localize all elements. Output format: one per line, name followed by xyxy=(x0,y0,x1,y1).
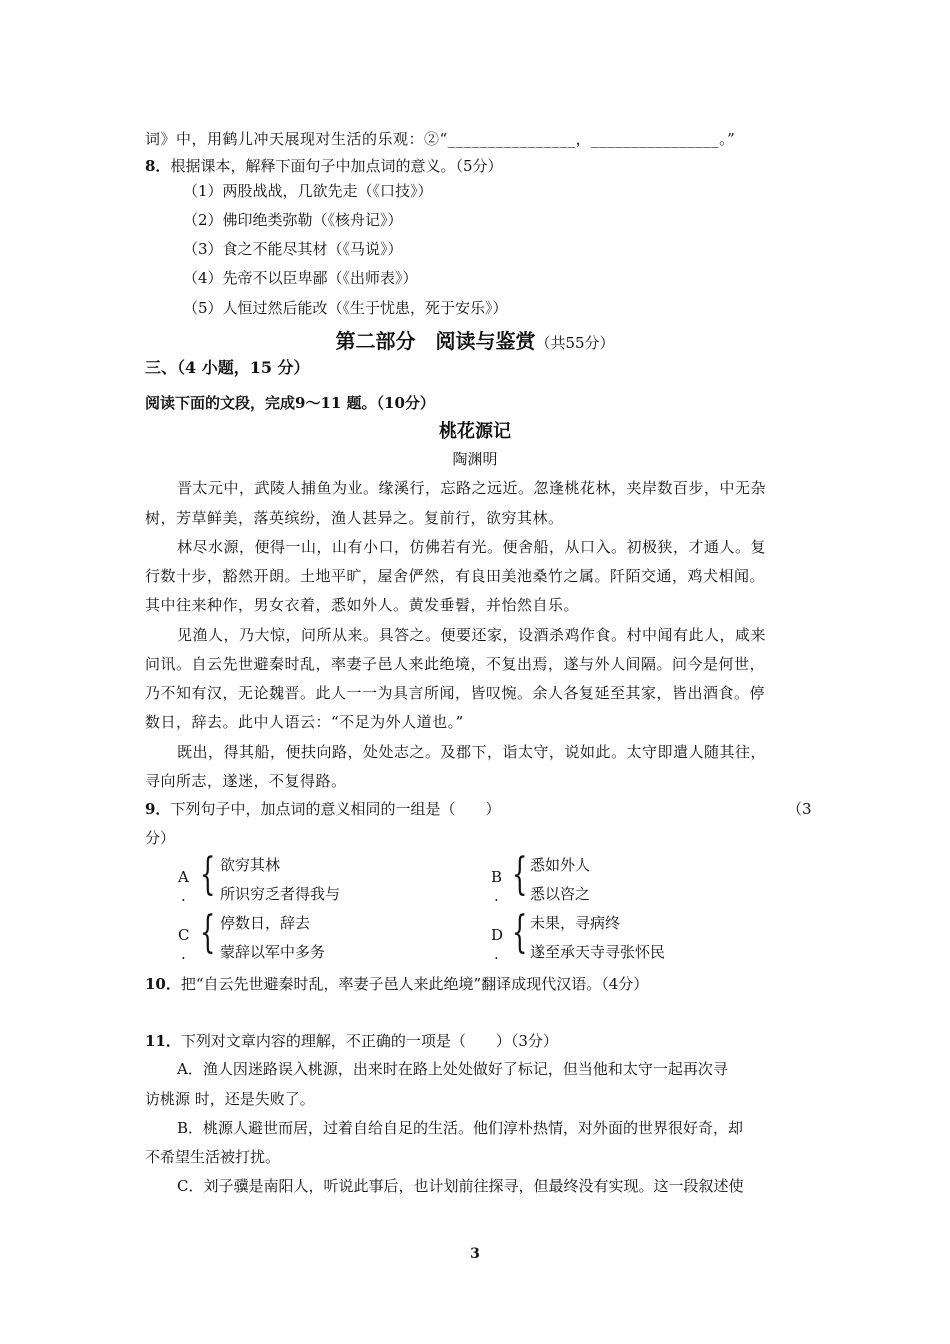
brace-icon: { xyxy=(200,849,216,900)
q11-line-1: A．渔人因迷路误入桃源，出来时在路上处处做好了标记，但当他和太守一起再次寻 xyxy=(177,1060,728,1078)
article-line-6: 见渔人，乃大惊，问所从来。具答之。便要还家，设酒杀鸡作食。村中闻有此人，咸来 xyxy=(177,626,767,644)
q9-option-b-label: B xyxy=(491,868,503,886)
article-author: 陶渊明 xyxy=(452,450,498,468)
article-line-2: 树，芳草鲜美，落英缤纷，渔人甚异之。复前行，欲穷其林。 xyxy=(145,509,564,527)
q9-option-d-label: D xyxy=(491,926,504,944)
q8-item-3: （3）食之不能尽其材（《马说》） xyxy=(183,240,403,258)
q8-item-4: （4）先帝不以臣卑鄙（《出师表》） xyxy=(183,269,418,287)
q9-option-b-line1: 悉如外人 xyxy=(530,856,591,874)
q11-text: 下列对文章内容的理解，不正确的一项是（ ）（3分） xyxy=(180,1032,558,1050)
article-line-7: 问讯。自云先世避秦时乱，率妻子邑人来此绝境，不复出焉，遂与外人间隔。问今是何世， xyxy=(145,655,766,673)
part2-title xyxy=(0,327,950,357)
q10-stem xyxy=(145,974,648,994)
q9-option-a-line2: 所识穷乏者得我与 xyxy=(220,885,341,903)
q8-item-5: （5）人恒过然后能改（《生于忧患，死于安乐》） xyxy=(183,299,508,317)
q11-line-5: C．刘子骥是南阳人，听说此事后，也计划前往探寻，但最终没有实现。这一段叙述使 xyxy=(177,1177,744,1195)
q8-item-1: （1）两股战战，几欲先走（《口技》） xyxy=(183,182,433,200)
q11-line-2: 访桃源 时，还是失败了。 xyxy=(145,1090,315,1108)
q8-text: 根据课本，解释下面句子中加点词的意义。（5分） xyxy=(170,157,503,175)
article-line-3: 林尽水源，便得一山，山有小口，仿佛若有光。便舍船，从口入。初极狭，才通人。复 xyxy=(177,538,767,556)
article-line-10: 既出，得其船，便扶向路，处处志之。及郡下，诣太守，说如此。太守即遣人随其往， xyxy=(177,743,767,761)
q9-option-c-label: C xyxy=(178,926,190,944)
section3-instruction: 阅读下面的文段，完成9～11 题。（10分） xyxy=(145,394,435,412)
q11-line-4: 不希望生活被打扰。 xyxy=(145,1148,281,1166)
q11-line-3: B．桃源人避世而居，过着自给自足的生活。他们淳朴热情，对外面的世界很好奇，却 xyxy=(177,1119,744,1137)
article-line-4: 行数十步，豁然开朗。土地平旷，屋舍俨然，有良田美池桑竹之属。阡陌交通，鸡犬相闻。 xyxy=(145,567,766,585)
part2-title-text: 第二部分 阅读与鉴赏 xyxy=(335,329,536,353)
brace-icon: { xyxy=(512,907,528,958)
q8-number: 8． xyxy=(145,157,171,175)
page-number: 3 xyxy=(470,1246,480,1262)
section3-heading: 三、（4 小题，15 分） xyxy=(145,358,310,377)
article-line-5: 其中往来种作，男女衣着，悉如外人。黄发垂髫，并怡然自乐。 xyxy=(145,596,580,614)
brace-icon: { xyxy=(512,849,528,900)
article-line-8: 乃不知有汉，无论魏晋。此人一一为具言所闻，皆叹惋。余人各复延至其家，皆出酒食。停 xyxy=(145,684,766,702)
q9-number: 9． xyxy=(145,800,171,818)
article-line-1: 晋太元中，武陵人捕鱼为业。缘溪行，忘路之远近。忽逢桃花林，夹岸数百步，中无杂 xyxy=(177,479,767,497)
q9-text: 下列句子中，加点词的意义相同的一组是（ ） xyxy=(170,800,501,818)
q9-option-a-dot: . xyxy=(181,887,186,905)
q9-option-d-line2: 遂至承天寺寻张怀民 xyxy=(530,943,666,961)
brace-icon: { xyxy=(200,907,216,958)
article-line-11: 寻向所志，遂迷，不复得路。 xyxy=(145,772,347,790)
article-line-9: 数日，辞去。此中人语云：“不足为外人道也。” xyxy=(145,713,464,731)
q9-option-a-label: A xyxy=(178,868,189,886)
q9-option-c-line1: 停数日，辞去 xyxy=(220,914,311,932)
q9-option-d-dot: . xyxy=(494,945,499,963)
q8-stem xyxy=(145,156,502,176)
q9-option-c-line2: 蒙辞以军中多务 xyxy=(220,943,326,961)
q9-option-d-line1: 未果，寻病终 xyxy=(530,914,621,932)
q9-option-b-dot: . xyxy=(494,887,499,905)
q9-option-a-line1: 欲穷其林 xyxy=(220,856,281,874)
q9-option-b-line2: 悉以咨之 xyxy=(530,885,591,903)
q10-text: 把“自云先世避秦时乱，率妻子邑人来此绝境”翻译成现代汉语。（4分） xyxy=(180,975,649,993)
q9-score-a: （3 xyxy=(787,800,812,818)
top-line: 词》中，用鹤儿冲天展现对生活的乐观：②“________________，________________。” xyxy=(145,130,736,148)
q9-option-c-dot: . xyxy=(181,945,186,963)
part2-score: （共55分） xyxy=(535,334,615,352)
q11-stem xyxy=(145,1031,558,1051)
q10-number: 10． xyxy=(145,975,181,993)
article-title: 桃花源记 xyxy=(439,421,511,442)
q11-number: 11． xyxy=(145,1032,181,1050)
q9-stem xyxy=(145,799,500,819)
q8-item-2: （2）佛印绝类弥勒（《核舟记》） xyxy=(183,211,403,229)
q9-score-b: 分） xyxy=(145,829,176,847)
